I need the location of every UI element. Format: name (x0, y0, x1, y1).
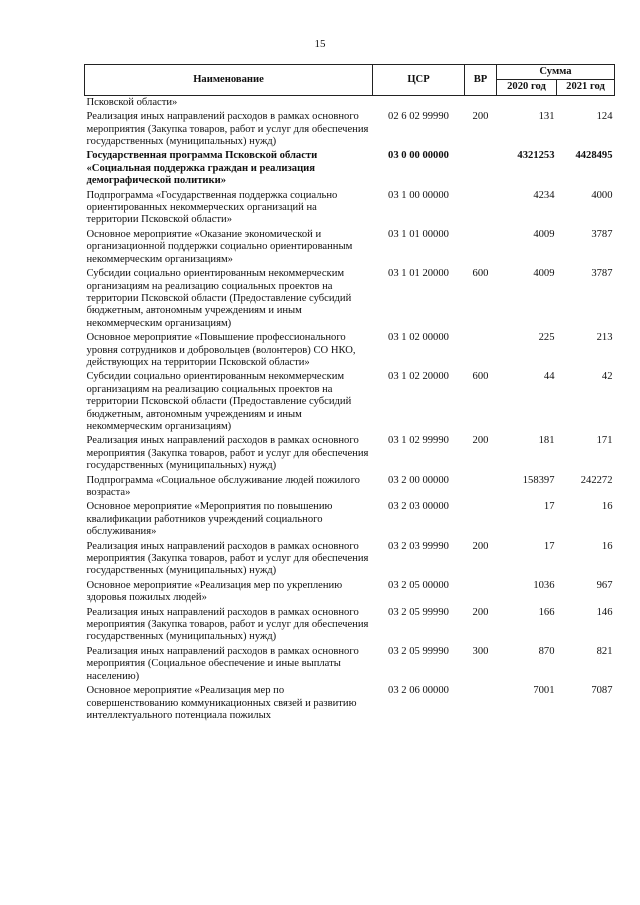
row-name-cell: Подпрограмма «Социальное обслуживание людей пожилого возраста» (86, 474, 360, 498)
table-row (85, 189, 615, 228)
row-vr-cell: 300 (472, 645, 489, 657)
row-sum-2020-cell: 870 (538, 645, 555, 657)
row-sum-2020-cell: 4009 (533, 268, 555, 280)
table-row (85, 500, 615, 539)
row-name-cell: Основное мероприятие «Повышение профессионального уровня сотрудников и добровольцев (волонтеров) СО НКО, действующих на территории Псковской области» (86, 332, 356, 368)
row-sum-2020-cell: 166 (538, 606, 555, 618)
table-row (85, 228, 615, 267)
row-vr-cell (465, 228, 497, 267)
row-vr-cell (465, 149, 497, 188)
row-sum-2021-cell: 42 (601, 371, 613, 383)
row-csr-cell: 03 0 00 00000 (388, 150, 449, 162)
header-sum: Сумма (497, 65, 615, 80)
row-csr-cell: 03 1 01 00000 (388, 228, 449, 240)
row-csr-cell: 03 2 06 00000 (388, 685, 449, 697)
table-row (85, 434, 615, 473)
row-csr-cell: 03 1 00 00000 (388, 189, 449, 201)
row-vr-cell: 200 (472, 435, 489, 447)
row-sum-2021-cell: 171 (596, 435, 613, 447)
row-csr-cell: 03 2 05 99990 (388, 645, 449, 657)
row-sum-2020-cell: 131 (538, 111, 555, 123)
row-sum-2020-cell: 44 (543, 371, 555, 383)
table-row (85, 331, 615, 370)
row-vr-cell: 200 (472, 606, 489, 618)
row-sum-2021-cell: 3787 (591, 228, 613, 240)
row-name-cell: Основное мероприятие «Реализация мер по укреплению здоровья пожилых людей» (86, 579, 343, 604)
row-name-cell: Реализация иных направлений расходов в рамках основного мероприятия (Социальное обеспечение и иные выплаты населению) (86, 645, 359, 682)
row-name-cell: Основное мероприятие «Мероприятия по повышению квалификации работников учреждений социального обслуживания» (86, 501, 333, 538)
row-csr-cell: 03 1 02 99990 (388, 435, 449, 447)
row-vr-cell (465, 579, 497, 606)
table-row (85, 540, 615, 579)
header-csr: ЦСР (373, 65, 465, 96)
row-sum-2021-cell: 213 (596, 332, 613, 344)
row-sum-2021-cell: 146 (596, 606, 613, 618)
page-number: 15 (314, 38, 326, 50)
row-sum-2021-cell (557, 95, 615, 110)
row-vr-cell (465, 684, 497, 723)
row-csr-cell: 03 2 05 00000 (388, 579, 449, 591)
row-csr-cell: 03 1 02 00000 (388, 332, 449, 344)
table-row (85, 684, 615, 723)
table-row (85, 370, 615, 434)
header-vr: ВР (465, 65, 497, 96)
row-csr-cell: 03 2 03 99990 (388, 540, 449, 552)
row-csr-cell: 03 2 00 00000 (388, 474, 449, 486)
row-sum-2020-cell: 4009 (533, 228, 555, 240)
budget-table (84, 64, 615, 723)
row-vr-cell (465, 189, 497, 228)
row-sum-2021-cell: 4428495 (575, 150, 613, 162)
row-name-cell: Государственная программа Псковской области «Социальная поддержка граждан и реализация демографической политики» (86, 150, 318, 187)
row-vr-cell (465, 331, 497, 370)
header-year-2021: 2021 год (557, 80, 615, 95)
table-row (85, 606, 615, 645)
row-vr-cell: 600 (472, 371, 489, 383)
row-sum-2020-cell: 181 (538, 435, 555, 447)
header-year-2020: 2020 год (497, 80, 557, 95)
row-name-cell: Подпрограмма «Государственная поддержка социально ориентированных некоммерческих организаций на территории Псковской области» (86, 189, 338, 226)
row-sum-2021-cell: 124 (596, 111, 613, 123)
row-csr-cell: 03 1 02 20000 (388, 371, 449, 383)
row-sum-2020-cell: 225 (538, 332, 555, 344)
row-sum-2021-cell: 821 (596, 645, 613, 657)
row-vr-cell: 200 (472, 540, 489, 552)
table-row (85, 474, 615, 501)
table-body (85, 95, 615, 723)
table-row (85, 149, 615, 188)
row-name-cell: Основное мероприятие «Оказание экономической и организационной поддержки социально ориентированным некоммерческим организациям» (86, 228, 353, 265)
row-name-cell: Псковской области» (86, 96, 178, 108)
row-sum-2020-cell: 1036 (533, 579, 555, 591)
row-sum-2021-cell: 242272 (580, 474, 613, 486)
row-sum-2020-cell: 158397 (522, 474, 555, 486)
row-sum-2021-cell: 16 (601, 501, 613, 513)
row-name-cell: Реализация иных направлений расходов в рамках основного мероприятия (Закупка товаров, работ и услуг для обеспечения государственных (муниципальных) нужд) (86, 435, 369, 472)
table-row (85, 579, 615, 606)
row-name-cell: Субсидии социально ориентированным некоммерческим организациям на реализацию социальных проектов на территории Псковской области (Предоставление субсидий бюджетным, автономным учреждениям и иным некоммерческим организациям) (86, 371, 352, 432)
row-sum-2021-cell: 3787 (591, 268, 613, 280)
row-sum-2020-cell: 17 (543, 501, 555, 513)
row-vr-cell (465, 474, 497, 501)
row-sum-2020-cell (497, 95, 557, 110)
table-row (85, 95, 615, 110)
row-sum-2021-cell: 7087 (591, 685, 613, 697)
row-csr-cell: 03 2 03 00000 (388, 501, 449, 513)
table-row (85, 645, 615, 684)
row-csr-cell: 03 2 05 99990 (388, 606, 449, 618)
row-vr-cell: 200 (472, 111, 489, 123)
row-csr-cell: 02 6 02 99990 (388, 111, 449, 123)
row-sum-2020-cell: 4321253 (517, 150, 555, 162)
row-sum-2021-cell: 967 (596, 579, 613, 591)
row-name-cell: Субсидии социально ориентированным некоммерческим организациям на реализацию социальных проектов на территории Псковской области (Предоставление субсидий бюджетным, автономным учреждениям и иным некоммерческим организациям) (86, 268, 352, 329)
row-name-cell: Реализация иных направлений расходов в рамках основного мероприятия (Закупка товаров, работ и услуг для обеспечения государственных (муниципальных) нужд) (86, 540, 369, 577)
header-name: Наименование (85, 65, 373, 96)
table-row (85, 267, 615, 331)
row-name-cell: Реализация иных направлений расходов в рамках основного мероприятия (Закупка товаров, работ и услуг для обеспечения государственных (муниципальных) нужд) (86, 111, 369, 148)
table-row (85, 110, 615, 149)
row-sum-2021-cell: 16 (601, 540, 613, 552)
row-sum-2020-cell: 7001 (533, 685, 555, 697)
row-vr-cell: 600 (472, 268, 489, 280)
row-csr-cell (373, 95, 465, 110)
row-csr-cell: 03 1 01 20000 (388, 268, 449, 280)
row-vr-cell (465, 500, 497, 539)
row-sum-2020-cell: 4234 (533, 189, 555, 201)
row-sum-2021-cell: 4000 (591, 189, 613, 201)
row-name-cell: Реализация иных направлений расходов в рамках основного мероприятия (Закупка товаров, работ и услуг для обеспечения государственных (муниципальных) нужд) (86, 606, 369, 643)
row-sum-2020-cell: 17 (543, 540, 555, 552)
row-vr-cell (465, 95, 497, 110)
row-name-cell: Основное мероприятие «Реализация мер по совершенствованию коммуникационных связей и развитию интеллектуального потенциала пожилых (86, 685, 357, 721)
table-header (85, 65, 615, 96)
